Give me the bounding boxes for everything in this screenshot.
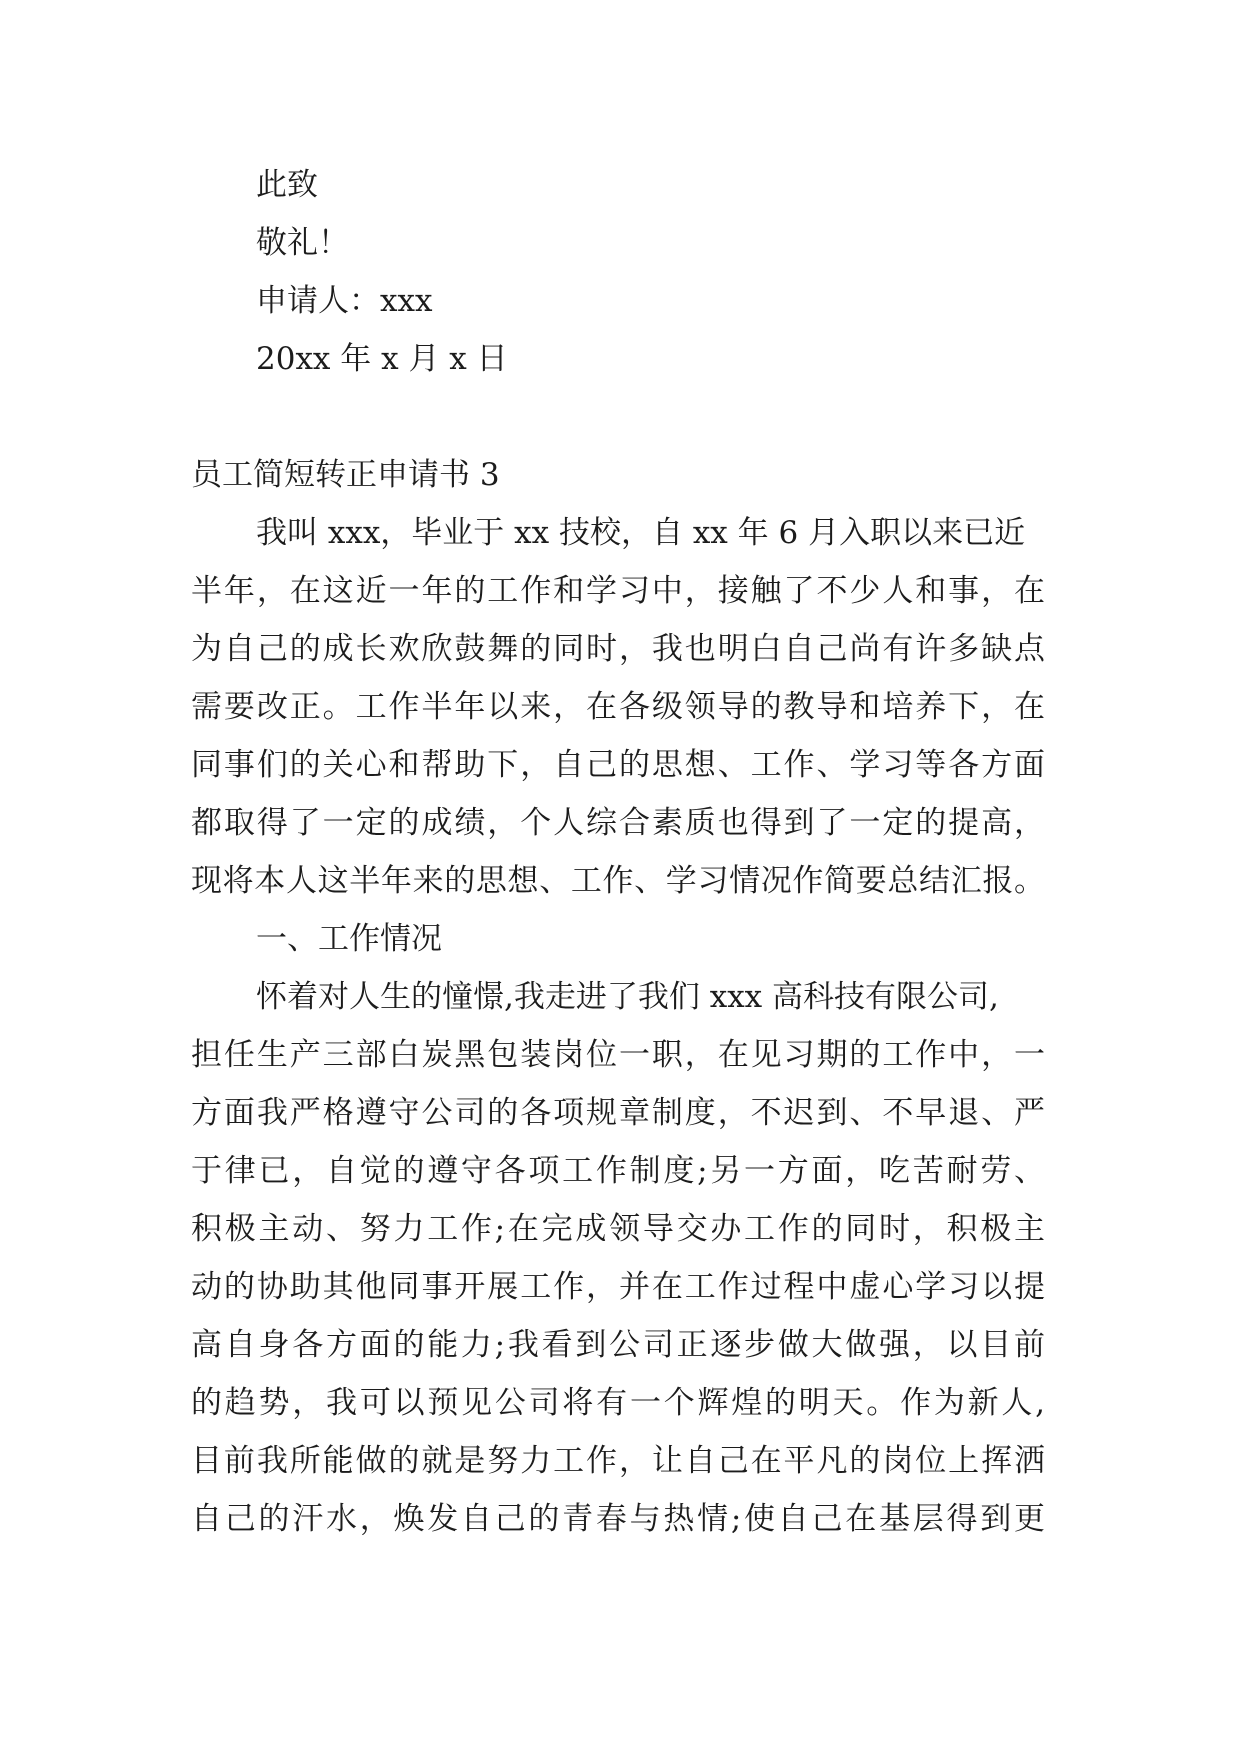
applicant-line: 申请人：xxx bbox=[256, 283, 433, 319]
section-title: 员工简短转正申请书 3 bbox=[191, 457, 500, 493]
paragraph-line: 积极主动、努力工作;在完成领导交办工作的同时，积极主 bbox=[191, 1211, 1045, 1247]
paragraph-line: 都取得了一定的成绩，个人综合素质也得到了一定的提高， bbox=[191, 805, 1045, 841]
paragraph-line: 现将本人这半年来的思想、工作、学习情况作简要总结汇报。 bbox=[191, 863, 1045, 899]
paragraph-line: 同事们的关心和帮助下，自己的思想、工作、学习等各方面 bbox=[191, 747, 1045, 783]
date-line: 20xx 年 x 月 x 日 bbox=[256, 341, 508, 377]
paragraph-line: 的趋势，我可以预见公司将有一个辉煌的明天。作为新人, bbox=[191, 1385, 1045, 1421]
paragraph-line: 动的协助其他同事开展工作，并在工作过程中虚心学习以提 bbox=[191, 1269, 1045, 1305]
paragraph-line: 我叫 xxx，毕业于 xx 技校，自 xx 年 6 月入职以来已近 bbox=[256, 515, 1026, 551]
paragraph-line: 高自身各方面的能力;我看到公司正逐步做大做强，以目前 bbox=[191, 1327, 1045, 1363]
paragraph-line: 为自己的成长欢欣鼓舞的同时，我也明白自己尚有许多缺点 bbox=[191, 631, 1045, 667]
closing-regards: 敬礼！ bbox=[256, 225, 349, 261]
paragraph-line: 自己的汗水，焕发自己的青春与热情;使自己在基层得到更 bbox=[191, 1501, 1045, 1537]
work-section-heading: 一、工作情况 bbox=[256, 921, 442, 957]
closing-salutation: 此致 bbox=[256, 167, 318, 203]
paragraph-line: 目前我所能做的就是努力工作，让自己在平凡的岗位上挥洒 bbox=[191, 1443, 1045, 1479]
paragraph-line: 需要改正。工作半年以来，在各级领导的教导和培养下，在 bbox=[191, 689, 1045, 725]
paragraph-line: 方面我严格遵守公司的各项规章制度，不迟到、不早退、严 bbox=[191, 1095, 1045, 1131]
paragraph-line: 于律已，自觉的遵守各项工作制度;另一方面，吃苦耐劳、 bbox=[191, 1153, 1045, 1189]
paragraph-line: 半年，在这近一年的工作和学习中，接触了不少人和事，在 bbox=[191, 573, 1045, 609]
paragraph-line: 怀着对人生的憧憬,我走进了我们 xxx 高科技有限公司, bbox=[256, 979, 999, 1015]
paragraph-line: 担任生产三部白炭黑包装岗位一职，在见习期的工作中，一 bbox=[191, 1037, 1045, 1073]
